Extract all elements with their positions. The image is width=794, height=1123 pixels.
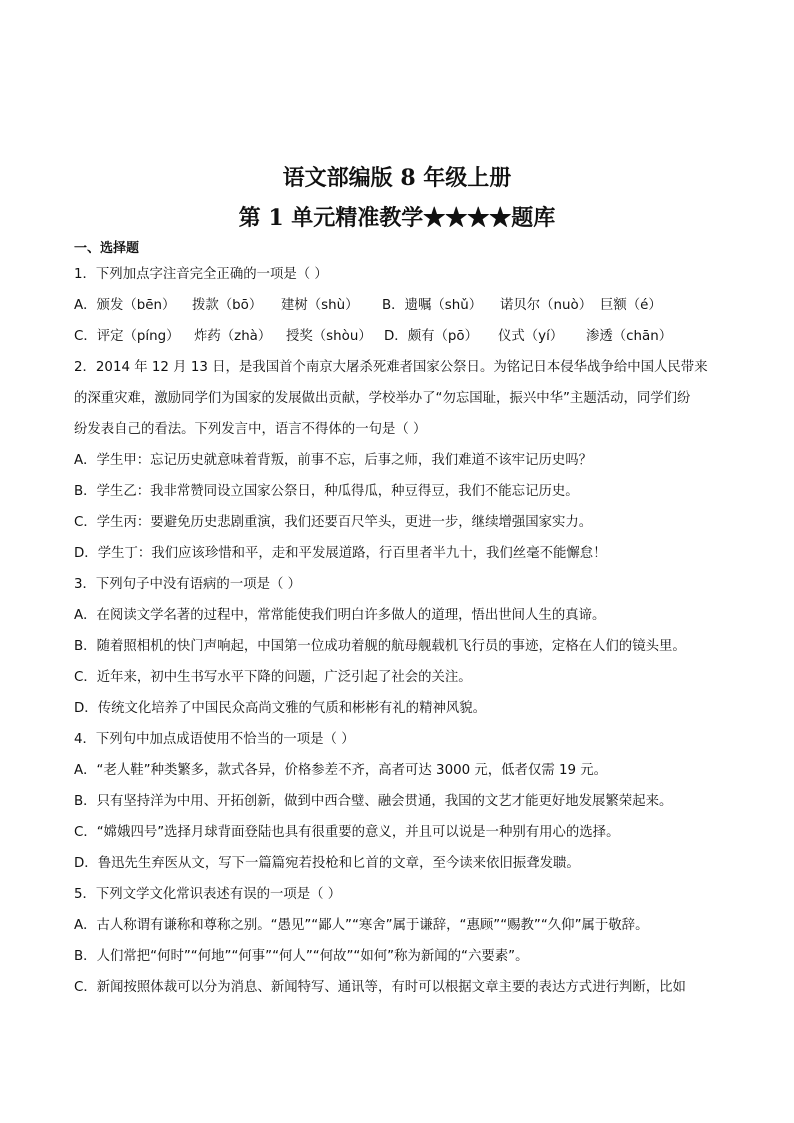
q4-option-d: D．鲁迅先生弃医从文，写下一篇篇宛若投枪和匕首的文章，至今读来依旧振聋发聩。 xyxy=(74,856,580,871)
q2-option-d: D．学生丁：我们应该珍惜和平，走和平发展道路，行百里者半九十，我们丝毫不能懈怠！ xyxy=(74,546,607,561)
q1-option-b-3: 巨额（é） xyxy=(600,298,662,313)
q1-option-a: A．颁发（bēn） xyxy=(74,298,176,313)
q5-option-b: B．人们常把“何时”“何地”“何事”“何人”“何故”“如何”称为新闻的“六要素”。 xyxy=(74,949,529,964)
q1-option-d: D．颇有（pō） xyxy=(384,329,478,344)
q5-option-a: A．古人称谓有谦称和尊称之别。“愚见”“鄙人”“寒舍”属于谦辞，“惠顾”“赐教”“久仰”属于敬辞。 xyxy=(74,918,649,933)
q1-option-c: C．评定（píng） xyxy=(74,329,180,344)
q1-stem: 1．下列加点字注音完全正确的一项是（ ） xyxy=(74,267,328,282)
section-heading: 一、选择题 xyxy=(74,241,140,256)
q3-option-b: B．随着照相机的快门声响起，中国第一位成功着舰的航母舰载机飞行员的事迹，定格在人们的镜头里。 xyxy=(74,639,686,654)
q2-option-b: B．学生乙：我非常赞同设立国家公祭日，种瓜得瓜，种豆得豆，我们不能忘记历史。 xyxy=(74,484,579,499)
q5-stem: 5．下列文学文化常识表述有误的一项是（ ） xyxy=(74,887,342,902)
q1-option-d-2: 仪式（yí） xyxy=(498,329,564,344)
q2-stem-line-1: 2．2014 年 12 月 13 日，是我国首个南京大屠杀死难者国家公祭日。为铭记日本侵华战争给中国人民带来 xyxy=(74,360,708,375)
q2-stem-line-2: 的深重灾难，激励同学们为国家的发展做出贡献，学校举办了“勿忘国耻，振兴中华”主题活动，同学们纷 xyxy=(74,391,691,406)
q1-option-c-2: 炸药（zhà） xyxy=(194,329,272,344)
q3-option-a: A．在阅读文学名著的过程中，常常能使我们明白许多做人的道理，悟出世间人生的真谛。 xyxy=(74,608,606,623)
q5-option-c: C．新闻按照体裁可以分为消息、新闻特写、通讯等，有时可以根据文章主要的表达方式进行判断，比如 xyxy=(74,980,686,995)
q3-stem: 3．下列句子中没有语病的一项是（ ） xyxy=(74,577,302,592)
q1-option-d-3: 渗透（chān） xyxy=(586,329,673,344)
q2-option-c: C．学生丙：要避免历史悲剧重演，我们还要百尺竿头，更进一步，继续增强国家实力。 xyxy=(74,515,593,530)
q3-option-d: D．传统文化培养了中国民众高尚文雅的气质和彬彬有礼的精神风貌。 xyxy=(74,701,487,716)
q2-option-a: A．学生甲：忘记历史就意味着背叛，前事不忘，后事之师，我们难道不该牢记历史吗？ xyxy=(74,453,593,468)
q2-stem-line-3: 纷发表自己的看法。下列发言中，语言不得体的一句是（ ） xyxy=(74,422,427,437)
q4-option-b: B．只有坚持洋为中用、开拓创新，做到中西合璧、融会贯通，我国的文艺才能更好地发展繁荣起来。 xyxy=(74,794,673,809)
q1-option-a-3: 建树（shù） xyxy=(281,298,359,313)
q1-option-b: B．遗嘱（shǔ） xyxy=(382,298,483,313)
q4-option-c: C．“嫦娥四号”选择月球背面登陆也具有很重要的意义，并且可以说是一种别有用心的选择。 xyxy=(74,825,620,840)
q1-option-b-2: 诺贝尔（nuò） xyxy=(500,298,593,313)
q4-stem: 4．下列句中加点成语使用不恰当的一项是（ ） xyxy=(74,732,355,747)
page-title: 语文部编版 8 年级上册 xyxy=(282,165,512,191)
q1-option-c-3: 授奖（shòu） xyxy=(286,329,372,344)
q3-option-c: C．近年来，初中生书写水平下降的问题，广泛引起了社会的关注。 xyxy=(74,670,472,685)
q1-option-a-2: 拨款（bō） xyxy=(192,298,263,313)
q4-option-a: A．“老人鞋”种类繁多，款式各异，价格参差不齐，高者可达 3000 元，低者仅需 19 元。 xyxy=(74,763,608,778)
page-subtitle: 第 1 单元精准教学★★★★题库 xyxy=(238,205,556,231)
